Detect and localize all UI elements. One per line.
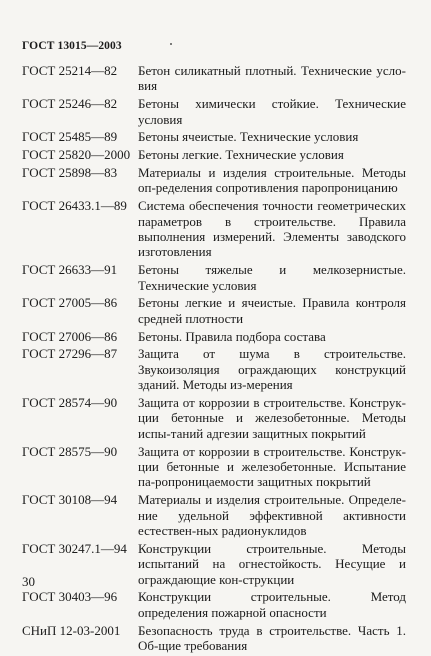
standard-title: Бетоны тяжелые и мелкозернистые. Технические условия <box>138 262 406 293</box>
reference-entry <box>22 129 406 144</box>
standard-code: ГОСТ 26633—91 <box>22 262 118 278</box>
reference-entry <box>22 329 406 344</box>
reference-entry <box>22 198 406 260</box>
standard-code: ГОСТ 30403—96 <box>22 589 118 605</box>
standard-code: ГОСТ 28574—90 <box>22 395 118 411</box>
standard-title: Защита от шума в строительстве. Звукоизоляция ограждающих конструкций зданий. Методы из-мерения <box>138 346 406 393</box>
standard-code: ГОСТ 25898—83 <box>22 165 118 180</box>
standard-code: ГОСТ 27006—86 <box>22 328 118 344</box>
standard-title: Бетоны легкие. Технические условия <box>138 147 344 163</box>
reference-entry <box>22 346 406 392</box>
page-number: 30 <box>22 574 35 589</box>
standard-title: Система обеспечения точности геометрических параметров в строительстве. Правила выполнения измерений. Элементы заводского изготовления <box>138 198 406 260</box>
standard-code: ГОСТ 27296—87 <box>22 346 118 362</box>
reference-entry <box>22 444 406 490</box>
standard-code: СНиП 12-03-2001 <box>22 622 121 638</box>
standard-code: ГОСТ 26433.1—89 <box>22 198 127 214</box>
reference-entry <box>22 492 406 538</box>
reference-entry <box>22 165 406 196</box>
normative-references-list <box>22 63 406 656</box>
standard-code: ГОСТ 30247.1—94 <box>22 540 127 556</box>
standard-title: Защита от коррозии в строительстве. Конструк-ции бетонные и железобетонные. Методы испы-таний адгезии защитных покрытий <box>138 395 406 441</box>
reference-entry <box>22 96 406 127</box>
standard-title: Бетон силикатный плотный. Технические усло-вия <box>138 63 406 94</box>
standard-title: Конструкции строительные. Метод определения пожарной опасности <box>138 589 406 620</box>
reference-entry <box>22 63 406 94</box>
standard-title: Материалы и изделия строительные. Определе-ние удельной эффективной активности естествен-ных радионуклидов <box>138 492 406 539</box>
standard-code: ГОСТ 27005—86 <box>22 295 118 311</box>
standard-title: Защита от коррозии в строительстве. Конструк-ции бетонные и железобетонные. Испытание па-ропроницаемости защитных покрытий <box>138 443 406 490</box>
standard-code: ГОСТ 25820—2000 <box>22 147 131 163</box>
standard-code: ГОСТ 25485—89 <box>22 129 118 145</box>
standard-title: Бетоны. Правила подбора состава <box>138 328 326 344</box>
standard-title: Безопасность труда в строительстве. Часть 1. Об-щие требования <box>138 622 406 654</box>
standard-code: ГОСТ 28575—90 <box>22 443 118 459</box>
standard-title: Конструкции строительные. Методы испытаний на огнестойкость. Несущие и ограждающие кон-струкции <box>138 540 406 587</box>
reference-entry <box>22 262 406 293</box>
reference-entry <box>22 623 406 654</box>
standard-title: Бетоны легкие и ячеистые. Правила контроля средней плотности <box>138 295 406 326</box>
reference-entry <box>22 295 406 326</box>
standard-code: ГОСТ 30108—94 <box>22 492 118 508</box>
scan-speck <box>170 43 172 45</box>
standard-title: Бетоны химически стойкие. Технические условия <box>138 96 406 127</box>
standard-code: ГОСТ 25214—82 <box>22 63 118 78</box>
standard-title: Бетоны ячеистые. Технические условия <box>138 129 359 145</box>
standard-code: ГОСТ 25246—82 <box>22 96 118 112</box>
reference-entry <box>22 395 406 441</box>
reference-entry <box>22 147 406 162</box>
reference-entry <box>22 589 406 620</box>
running-header: ГОСТ 13015—2003 <box>22 40 122 52</box>
reference-entry <box>22 541 406 587</box>
standard-title: Материалы и изделия строительные. Методы оп-ределения сопротивления паропроницанию <box>138 165 406 196</box>
